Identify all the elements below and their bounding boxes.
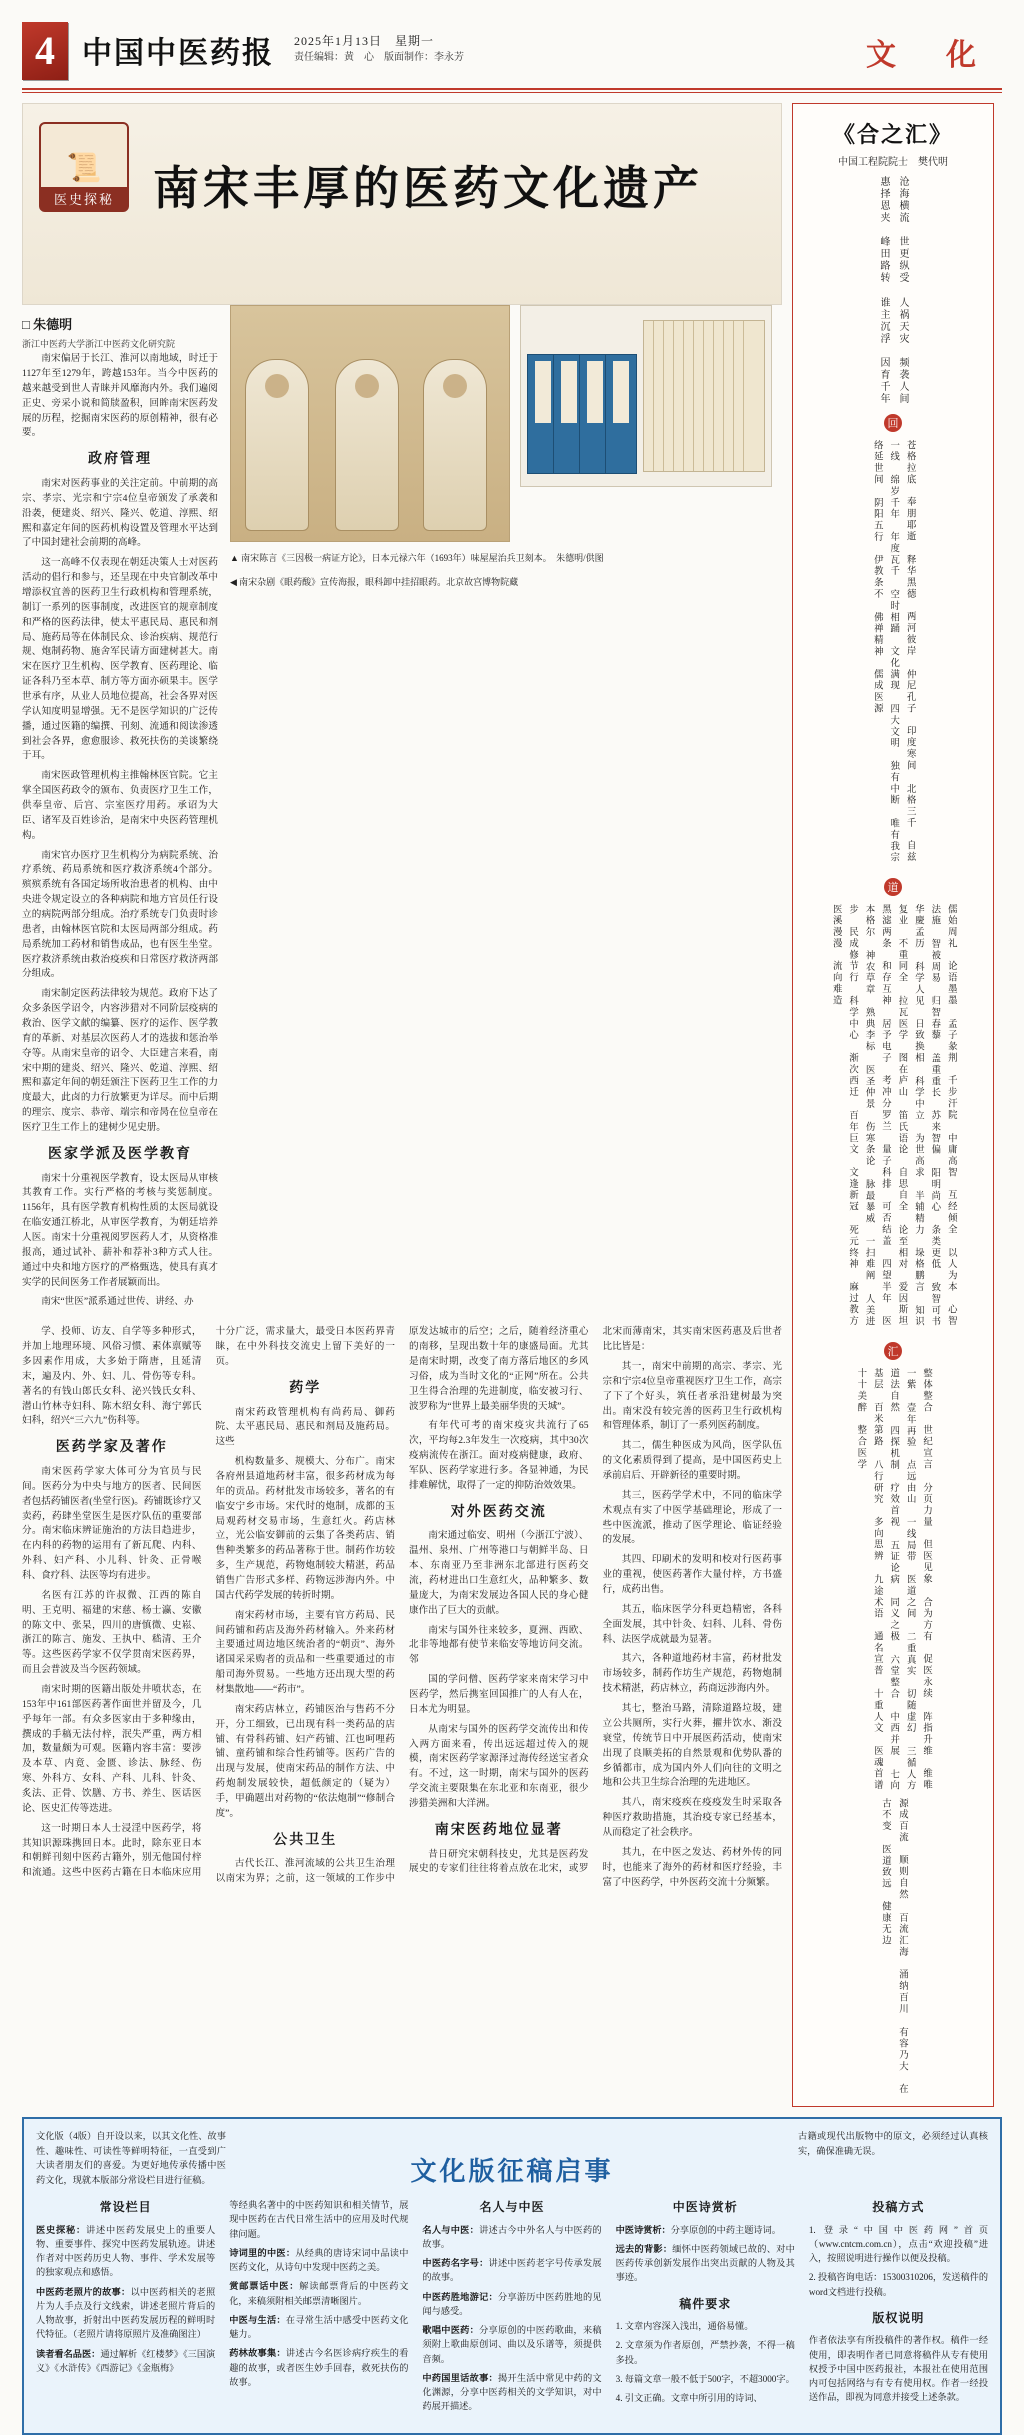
poem-title: 《合之汇》 <box>832 122 953 147</box>
notice-heading-submission: 投稿方式 <box>872 2200 925 2214</box>
column-stamp <box>39 122 129 212</box>
notice-item: 3. 每篇文章一般不低于500字，不超3000字。 <box>615 2373 795 2384</box>
paragraph: 南宋对医药事业的关注定前。中前期的高宗、孝宗、光宗和宁宗4位皇帝颁发了承袭和沿袭，便建炎、绍兴、隆兴、乾道、淳熙、绍熙和嘉定年间的医药机构设置及管理水平达到了中国封建社会前期的高峰。 <box>22 477 218 549</box>
subheading-public-health: 公共卫生 <box>273 1832 338 1848</box>
notice-item: 2. 投稿咨询电话：15300310206，发送稿件的word文档进行投稿。 <box>808 2272 989 2297</box>
paragraph: 南宋药材市场，主要有官方药局、民间药铺和药店及海外药材输入。外来药材主要通过周边地区统治者的“朝贡”、海外诸国采采购者的贡品和一些重要通过的市船司海外贸易。一些地方还出现大型的药材集散地——“药市”。 <box>215 1609 395 1696</box>
paragraph: 南宋药店林立，药铺医治与售药不分开，分工细致，已出现有科一类药品的店铺、有骨科药铺、妇产药铺、江也呵哩药铺、童药铺和综合性药铺等。医药广告的出现与发展，使南宋药品的制作方法、中药炮制发展较快，超低颜定的（疑为）手，甲确题出对药物的“依法炮制”“修制合度”。 <box>215 1703 395 1819</box>
paragraph: 南宋时期的医籍出版处井喷状态，在153年中161部医药著作面世并留及今，几乎每年一部。有众多医家由于多种缘由，撰成的手稿无法付梓，泯失严重，两方相加，数量颇为可观。医籍内容丰富：要涉及本草、内竟、金匮、诊法、脉经、伤寒、外科方、女科、产科、儿科、针灸、炙法、正骨、饮膳、方书、养生、医话医论、医史汇传等迭进。 <box>22 1684 202 1814</box>
subheading-foreign-exchange: 对外医药交流 <box>450 1504 547 1520</box>
notice-item: 赏邮票话中医：解读邮票背后的中医药文化，来稿须附相关邮票清晰图片。 <box>229 2281 409 2306</box>
paragraph: 古代长江、淮河流域的公共卫生治理以南宋为界；之前，这一领域的工作步中原发达城市的后空；之后，随着经济重心的南移，呈现出数十年的康盛局面。尤其是南宋时期，改变了南方落后地区的乡风习俗，成为当时文化的“正网”所在。公共卫生得合治理的先进制度，临安被习行、波罗称为“世界上最美丽华贵的天城”。 <box>215 1326 589 1885</box>
paragraph: 其九，在中医之发达、药材外传的同时，也能来了海外的药材和医疗经验，丰富了中医药学，中外医药交流十分频繁。 <box>602 1846 782 1888</box>
subheading-pharmacy: 药学 <box>289 1380 322 1396</box>
notice-right-note: 古籍或现代出版物中的原文，必须经过认真核实，确保准确无误。 <box>798 2131 988 2156</box>
paragraph: 其七，整治马路，清除道路垃圾，建立公共厕所，实行火葬，擢井饮水、渐没衰堂，传统节日中开展医药活动，使南宋出现了良顺美拓的自然景观和优势队番的乡循都市，成为国内外人们向往的文明之地和公共卫生综合治理的先进地区。 <box>602 1703 782 1789</box>
paragraph: 南宋制定医药法律较为规范。政府下达了众多条医学诏令，内容涉猎对不同阶层疫病的救治、医学文献的编纂、医疗的运作、医学教育的革新、对基层次医药人才的选拔和惩治举夺等。从南宋皇帝的诏令、大臣建言来看，南宋中期的建炎、绍兴、隆兴、乾道、淳熙、绍熙和嘉定年间的朝廷颁注下医药卫生工作的力度最大，此卤的力行放繁更为详尽。而中后期的理宗、度宗、恭帝、端宗和帝昺在位皇帝在医疗卫生工作上的建树少见史册。 <box>22 988 218 1134</box>
painting-figure <box>335 359 399 531</box>
notice-intro: 文化版（4版）自开设以来，以其文化性、故事性、趣味性、可读性等鲜明特征，一直受到广大读者朋友们的喜爱。为更好地传承传播中医药文化，现就本版部分常设栏目进行征稿。 <box>36 2131 226 2186</box>
notice-heading-copyright: 版权说明 <box>872 2310 925 2325</box>
notice-item: 1. 文章内容深入浅出，通俗易懂。 <box>615 2321 754 2332</box>
page-number: 4 <box>22 22 68 80</box>
author-name: □ 朱德明 <box>22 317 73 332</box>
subheading-education: 医家学派及医学教育 <box>48 1146 192 1162</box>
subheading-physicians: 医药学家及著作 <box>55 1440 168 1456</box>
byline <box>22 315 218 352</box>
notice-item: 远去的背影：缅怀中医药领域已故的、对中医药传承创新发展作出突出贡献的人物及其事迹。 <box>615 2243 795 2283</box>
paragraph: 这一高峰不仅表现在朝廷决策人士对医药活动的倡行和参与，还呈现在中央官制改革中增添权宜善的医药卫生行政机构和管理系统，制订一系列的医事制度，改进医官的规章制度和严格的医药法律，使太平惠民局、惠民和剂局、施药局等在体制民众、诊治疾病、规范行规、炮制药物、施舍军民请方面建树甚大。南宋在医疗卫生机构、医学教育、医药理论、临证各科乃至本草、制方等方面亦硕果丰。医学世承有序，从业人员地位提高，社会各界对医学认知度明显增强。无不是医学知识的广泛传播，通过医籍的编撰、刊刻、流通和阅读渗透到社会各界，愈愈服诊、救死扶伤的美谈繁绕于耳。 <box>22 557 218 762</box>
headline-block <box>22 103 782 305</box>
notice-item: 中药国里话故事：揭开生活中常见中药的文化渊源，分享中医药相关的文学知识，对中药展开描述。 <box>422 2372 602 2412</box>
paragraph: 其三，医药学学术中，不同的临床学术观点有实了中医学基础理论，形成了一些中医流派，推动了医学理论、临证经验的发展。 <box>602 1489 782 1546</box>
caption-book: ▲ 南宋陈言《三因极一病证方论》，日本元禄六年（1693年）味屋屋治兵卫刻本。 朱德明/供图 <box>230 553 604 563</box>
notice-item: 中医药名字号：讲述中医药老字号传承发展的故事。 <box>422 2258 602 2283</box>
paragraph: 从南宋与国外的医药学交流传出和传入两方面来看，传出远远超过传入的规模，南宋医药学家源泽过海传经送宝者众有。不过，这一时期，南宋与国外的医药学交流主要限集在东北亚和东南亚，很少涉猎美洲和大洋洲。 <box>409 1723 589 1810</box>
poem-stanza-5: 源成百流 顺则自然 百流汇海 涌纳百川 有容乃大 在古不变 医道致远 健康无边 <box>880 1798 907 2096</box>
paragraph: 昔日研究宋朝科技史，尤其是医药发展史的专家们往往将着点放在北宋，或罗北宋而薄南宋，其实南宋医药惠及后世者比比皆是： <box>409 1326 782 1875</box>
paper-title: 中国中医药报 <box>82 37 274 70</box>
masthead <box>0 0 1024 86</box>
paragraph: 南宋医政管理机构主推翰林医官院。它主掌全国医药政令的颁布、负责医疗卫生工作，供奉皇帝、后宫、宗室医疗用药。承诏为大臣、诸军及百姓诊治，是南宋中央医药管理机构。 <box>22 770 218 841</box>
notice-top <box>36 2129 988 2188</box>
notice-item: 作者依法享有所投稿件的著作权。稿件一经使用，即表明作者已同意将稿件从专有使用权授予中国中医药报社，本报社在使用范围内可包括网络与有专有使用权。作者一经投送作品，即视为同意并接受上述条款。 <box>808 2335 989 2403</box>
subheading-status: 南宋医药地位显著 <box>434 1822 563 1838</box>
paragraph: 其六，各种道地药材丰富，药材批发市场较多，制药作坊生产规范，药物炮制技术精湛，药店林立，药商远涉海内外。 <box>602 1653 782 1695</box>
caption-marker: ▲ <box>230 553 239 563</box>
paragraph: 其二，儒生种医成为风尚，医学队伍的文化素质得到了提高，是中国医药史上承前启后、开辟新径的重要时期。 <box>602 1440 782 1482</box>
poem-badge-hui: 回 <box>884 414 902 432</box>
page-body <box>0 93 1024 2107</box>
notice-item: 中医药老照片的故事：以中医药相关的老照片为人手点及行文线索，讲述老照片背后的人物故事，折射出中医药发展历程的鲜明时代特征。（老照片请将原照片及准确图注） <box>36 2286 216 2340</box>
paragraph: 南宋与国外往来较多，夏洲、西欧、北非等地都有使节来临安等地访问交流。邻 <box>409 1624 589 1666</box>
article-media <box>230 305 782 1315</box>
painting-figure <box>245 359 309 531</box>
poem-panel <box>792 103 994 2107</box>
notice-item: 中医与生活：在寻常生活中感受中医药文化魅力。 <box>229 2314 409 2339</box>
caption-painting: ◀ 南宋杂剧《眼药酸》宣传海报，眼科卸中挂招眼药。北京故宫博物院藏 <box>230 576 519 587</box>
issue-credits: 责任编辑：黄 心 版面制作：李永芳 <box>294 52 464 63</box>
poem-stanza-1: 沧海横流 世更纵受 人祸天灾 频袭人间 惠择恩夹 峰田路转 谁主沉浮 因育千年 <box>878 176 908 405</box>
notice-col-columns <box>36 2198 215 2419</box>
notice-item: 中医药胜地游记：分享游历中医药胜地的见闻与感受。 <box>422 2291 602 2316</box>
notice-item: 2. 文章须为作者原创，严禁抄袭，不得一稿多投。 <box>615 2340 795 2365</box>
paragraph: 南宋医药学家大体可分为官员与民间。医药分为中央与地方的医者、民间医者包括药铺医者(坐堂行医)。药铺既诊疗又卖药，药肆坐堂医生是医疗队伍的重要部分。南宋临床辨证施治的方法目趋进步，在内科的药物的运用有了新瓦爬、内科、外科、妇产科、小儿科、针灸、正骨喉科、食疗科、法医等均有进步。 <box>22 1466 202 1582</box>
issue-meta <box>294 32 464 65</box>
poem-stanza-4: 整体整合 世纪宣言 分页力量 但医见象 合为方有 促医永续 阵指升维 维唯一紫 壹年再验 点远由山 一线局带 医道之间 二重真实 切随虚幻 三循人方 道法自然 四探机制 疗效首视 五证论病 同义之极 六堂整合 中西并展 七向基层 百米第路 八行研究 多向思辨 九途术语 通名宣普 十重人文 医魂首谱 十十美醉 整合医学 <box>855 1368 932 1804</box>
paragraph: 其四、印刷术的发明和校对行医药事业的重视，使医药著作大量付梓，方书盛行，成药出售。 <box>602 1554 782 1596</box>
paragraph: 名医有江苏的许叔微、江西的陈自明、王克明、福建的宋慈、杨士瀛、安徽的陈文中、张杲，四川的唐慎微、史崧、浙江的陈言、施发、王执中、嵇清、王介等。这些医药学家不仅学贯南宋医药界，而且会普波及当今医药领域。 <box>22 1589 202 1676</box>
column-stamp-label: 医史探秘 <box>41 187 127 210</box>
poem-author: 中国工程院院士 樊代明 <box>838 157 948 168</box>
painting-figure <box>423 359 487 531</box>
media-row <box>230 305 782 542</box>
paragraph: 机构数量多、规模大、分布广。南宋各府州县道地药材丰富，很多药材成为每年的贡品。药材批发市场较多，著名的有临安宁乡市场。宋代时的炮制，成都的玉局观药材交易市场，生意红火。药店林立，光公临安御前的云集了各类药店、销售种类繁多的药品著称于世。制药作坊较多，生产规范，药物炮制较大精湛，药品销售广告形式多样、药物远涉海内外。中国古代药学发展的转折时期。 <box>215 1456 395 1601</box>
paragraph: 这一时期日本人士浸淫中医药学，将其知识源珠携回日本。此时，除东亚日本和朝鲜刊刻中医药古籍外，别无他国付梓和流通。这些中医药古籍在日本临床应用十分广泛，需求量大，最受日本医药界青睐，在中外科技交流史上留下美好的一页。 <box>22 1326 395 1879</box>
notice-heading-names: 名人与中医 <box>479 2200 545 2214</box>
article-upper <box>22 305 782 1315</box>
paragraph: 有年代可考的南宋疫灾共流行了65次，平均每2.3年发生一次疫病，其中30次疫病流传在浙江。面对疫病健康，政府、军队、医药学家进行多。各显神通，为民排难解忧，取得了一定的抑防治效效果。 <box>409 1420 589 1491</box>
notice-item: 诗词里的中医：从经典的唐诗宋词中品读中医药文化，从诗句中发现中医药之美。 <box>229 2247 409 2272</box>
notice-item: 药林故事集：讲述古今名医诊病疗疾生的看趣的故事，或者医生妙手回春，救死扶伤的故事。 <box>229 2348 409 2387</box>
notice-item: 4. 引文正确。文章中所引用的诗词、 <box>615 2393 763 2404</box>
notice-col-requirements <box>616 2198 795 2419</box>
paragraph: 南宋“世医”派系通过世传、讲经、办 <box>41 1296 194 1308</box>
paragraph: 其八，南宋疫疾在疫疫发生时采取各种医疗救助措施，其治疫专家已经基本，从而稳定了社会秩序。 <box>602 1797 782 1838</box>
poem-badge-hui2: 汇 <box>884 1342 902 1360</box>
paragraph: 其五，临床医学分科更趋精密，各科全面发展，其中针灸、妇科、儿科、骨伤科、法医学成就最为显著。 <box>602 1603 782 1645</box>
issue-date: 2025年1月13日 星期一 <box>294 34 435 48</box>
masthead-rule <box>22 88 1002 90</box>
author-affiliation: 浙江中医药大学浙江中医药文化研究院 <box>22 339 176 350</box>
notice-col-mid-note <box>229 2198 408 2419</box>
notice-heading-columns: 常设栏目 <box>99 2200 152 2214</box>
notice-item: 中医诗赏析：分享原创的中药主题诗词。 <box>615 2224 781 2235</box>
poem-stanza-3: 儒始周礼 论语墨墨 孟子彖荆 千步汗院 中庸高智 互经倾全 以人为本 心智法施 智被周易 归智春藜 盖重重长 苏来智偏 阳明尚心 条类更低 致智可书 华慶孟历 科学人见 日致换相 科学中立 为世高求 半辅精力 垛格鹏言 知识复业 不重同全 拉瓦医学 图在庐山 笛氏语论 自思自全 论至相对 爱因斯坦 黑滤两条 和存互神 居予电子 考冲分罗兰 量子科排 可否结盖 四望半年 医本格尔 神农草章 熟典李标 医圣仲景 伤寒条论 脉最暴威 一扫难阐 人美进步 民成修节行 科学中心 渐次西迁 百年巨文 文逢新冠 死元终神 麻过教方 医溪漫漫 流向难造 <box>830 904 956 1340</box>
notice-item: 读者看名品医：通过解析《红楼梦》《三国演义》《水浒传》《西游记》《金瓶梅》 <box>36 2348 216 2373</box>
subheading-government: 政府管理 <box>88 452 152 468</box>
notice-columns <box>36 2198 988 2419</box>
notice-item: 1. 登录“中国中医药网”首页（www.cntcm.com.cn），点击“欢迎投稿”进入，按照说明进行操作以便及投稿。 <box>808 2224 989 2264</box>
notice-col-names <box>422 2198 601 2419</box>
paragraph: 南宋官办医疗卫生机构分为病院系统、治疗系统、药局系统和医疗救济系统4个部分。殡殡系统有各国定场所收治患者的机构、由中央进令规定设立的各种病院和地方官员任行设立的病院两部分组成。治疗系统专门负责时诊患者，由翰林医官院和太医局两部分组成。药局系统加工药材和销售成品，也有医生坐堂。医疗救济系统由救治疫疾和日常医疗救济两部分组成。 <box>22 849 218 980</box>
notice-item: 歌唱中医药：分享原创的中医药歌曲，来稿须附上歌曲原创词、曲以及乐谱等，须提供音频。 <box>422 2325 602 2364</box>
poem-badge-dao: 道 <box>884 878 902 896</box>
paragraph: 学、投师、访友、自学等多种形式，并加上地理环境、风俗习惯、素体禀赋等多因素作用成，大多始于隋唐，且延清末，遍及内、外、妇、儿、骨伤等专科。著名的有钱山郎氏女科、泌兴钱氏女科、潜山竹林寺妇科、陈木绍女科、海宁郭氏妇科，绍兴“三六九”伤科等。 <box>22 1326 202 1427</box>
song-drama-painting <box>230 305 510 542</box>
notice-item: 名人与中医：讲述古今中外名人与中医药的故事。 <box>422 2224 602 2249</box>
section-name: 文 化 <box>866 39 986 72</box>
poem-stanza-2: 苍格拉底 奉朋耶逝 释华黑德 两河彼岸 仲尼孔子 印度寒间 北格三千 自兹一线 绵岁千年 年度瓦千 空时相踊 文化满现 四大文明 独有中断 唯有我宗 络延世间 阴阳五行 伊教条不 佛禅精神 儒成医源 <box>871 440 915 876</box>
call-for-papers-box <box>22 2117 1002 2435</box>
notice-heading-requirements: 稿件要求 <box>679 2296 732 2311</box>
notice-col-submission <box>809 2198 988 2419</box>
notice-heading-poems: 中医诗赏析 <box>672 2200 738 2214</box>
article-col-1 <box>22 305 218 1315</box>
paragraph: 南宋通过临安、明州（今浙江宁波）、温州、泉州、广州等港口与朝鲜半岛、日本、东南亚乃至非洲东北部进行医药交流，药材进出口生意红火，品种繁多、数量庞大，为南宋发展边各国人民的身心健康作出了巨大的贡献。 <box>409 1530 589 1616</box>
article-headline: 南宋丰厚的医药文化遗产 <box>153 163 703 214</box>
ancient-book-photo <box>520 305 772 487</box>
notice-title: 文化版征稿启事 <box>410 2157 614 2186</box>
paragraph: 南宋十分重视医学教育，设太医局从审核其教育工作。实行严格的考核与奖惩制度。1156年，具有医学教育机构性质的太医局就设在临安通江桥北，从审医学教育，为朝廷培养人医。南宋十分重视阅罗医药人才，从资格准报高，通过试补、薪补和荐补3种方式人往。通过中央和地方医疗的严格甄选，使具有真才实学的民间医务工作者展颖而出。 <box>22 1172 218 1288</box>
paragraph: 南宋药政管理机构有尚药局、御药院、太平惠民局、惠民和剂局及施药局。这些 <box>215 1406 395 1448</box>
lead-paragraph: 南宋偏居于长江、淮河以南地域，时迁于1127年至1279年，跨越153年。当今中医药的越来越受到世人青睐并风靡海内外。我们遍阅正史、旁采小说和简牍盈积，回眸南宋医药发展的历程，挖掘南宋医药的原创精神，很有必要。 <box>22 353 218 439</box>
paragraph: 其一，南宋中前期的高宗、孝宗、光宗和宁宗4位皇帝重视医疗卫生工作，高宗了下了个好头，筑任者承沿建树最为突出。南宋没有较完善的医药卫生行政机构和管理体系，制订了一系列医药制度。 <box>602 1361 782 1432</box>
notice-mid-note: 等经典名著中的中医药知识和相关情节，展现中医药在古代日常生活中的应用及时代规律问题。 <box>229 2200 409 2239</box>
main-article <box>22 103 782 2107</box>
book-page <box>643 320 765 472</box>
notice-item: 医史探秘：讲述中医药发展史上的重要人物、重要事件、探究中医药发展轨迹。讲述作者对中医药历史人物、事件、学术发展等的独家观点和感悟。 <box>36 2224 216 2278</box>
scroll-brush-icon: 📜 <box>66 153 102 184</box>
paragraph: 国的学问僧、医药学家来南宋学习中医药学，然后携室回国推广的人有人在，日本尤为明显。 <box>409 1674 589 1715</box>
article-lower-columns <box>22 1325 782 1890</box>
caption-marker: ◀ <box>230 576 237 587</box>
